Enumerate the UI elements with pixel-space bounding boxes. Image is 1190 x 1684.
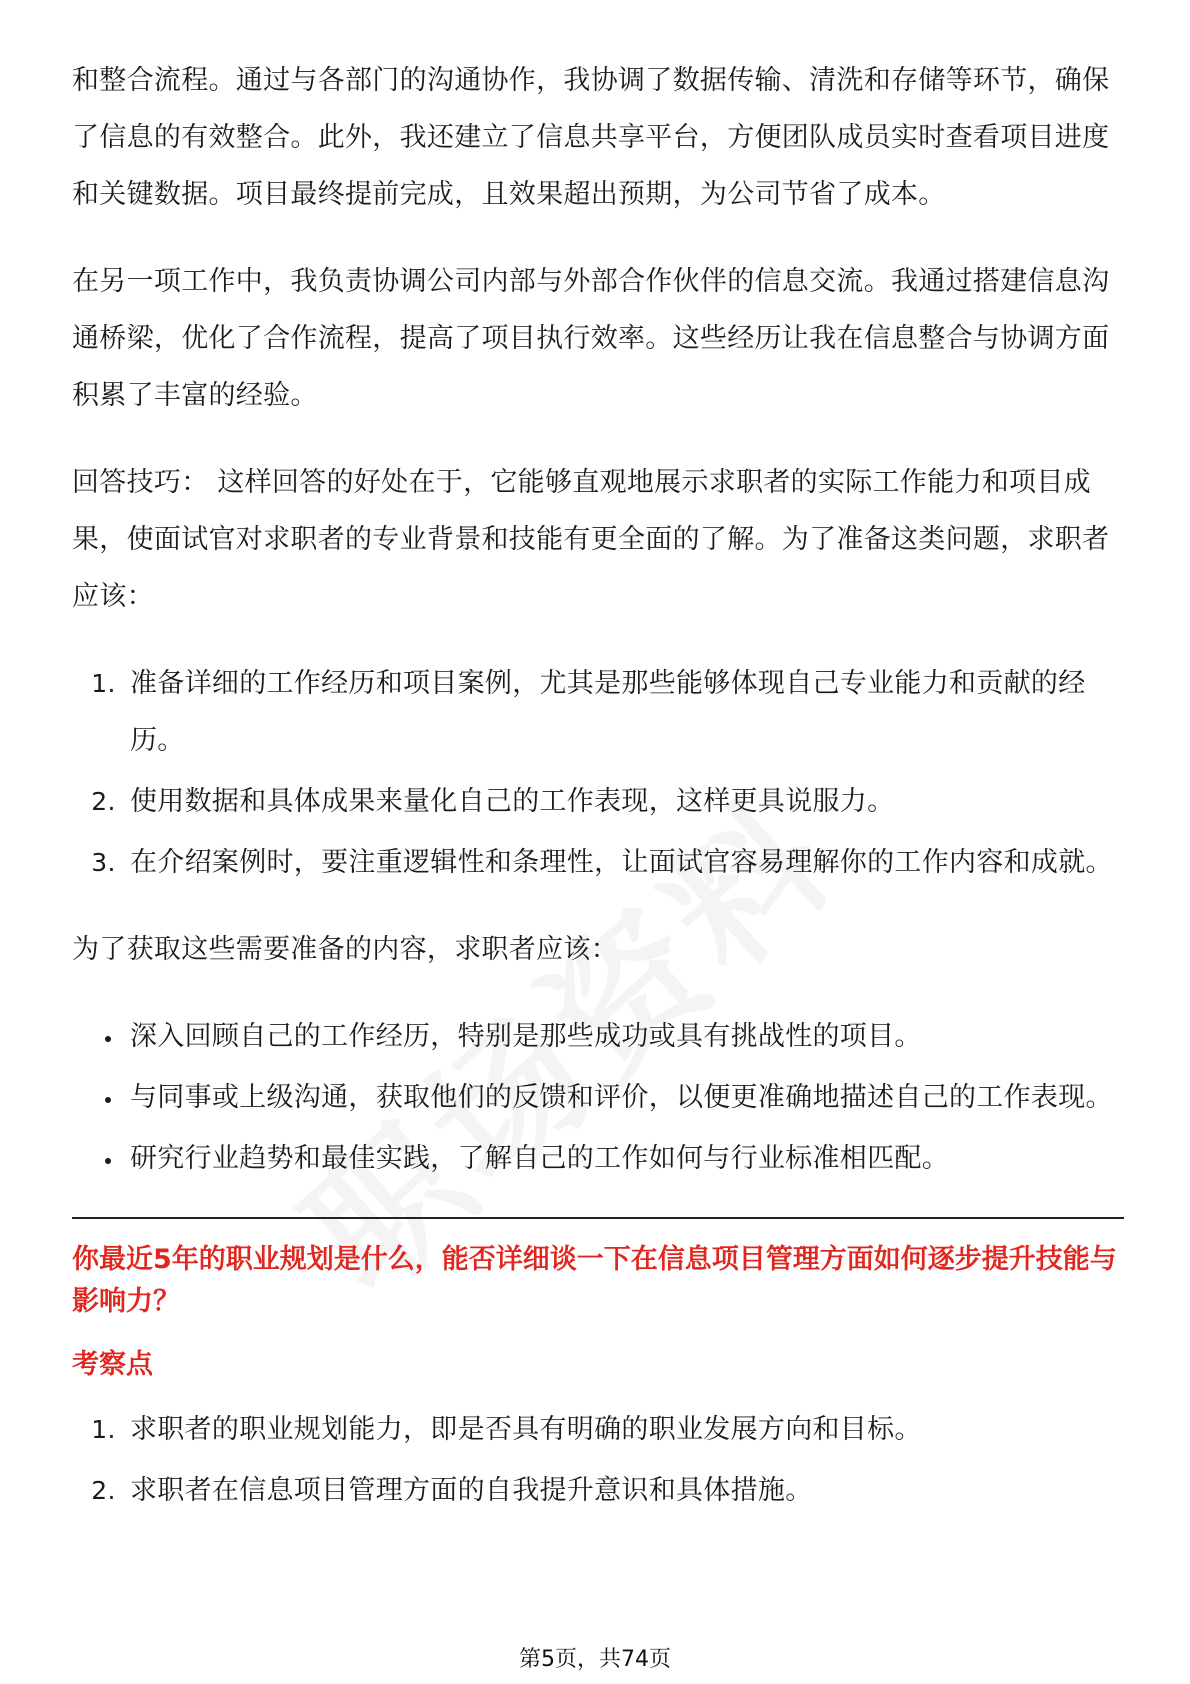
- question-heading: 你最近5年的职业规划是什么，能否详细谈一下在信息项目管理方面如何逐步提升技能与影响力？: [72, 1244, 1117, 1317]
- list-item: 3. 在介绍案例时，要注重逻辑性和条理性，让面试官容易理解你的工作内容和成就。: [124, 834, 1124, 891]
- paragraph: 为了获取这些需要准备的内容，求职者应该：: [72, 934, 618, 965]
- paragraph: 在另一项工作中，我负责协调公司内部与外部合作伙伴的信息交流。我通过搭建信息沟通桥梁，优化了合作流程，提高了项目执行效率。这些经历让我在信息整合与协调方面积累了丰富的经验。: [72, 266, 1110, 411]
- paragraph: 回答技巧： 这样回答的好处在于，它能够直观地展示求职者的实际工作能力和项目成果，使面试官对求职者的专业背景和技能有更全面的了解。为了准备这类问题，求职者应该：: [72, 467, 1110, 612]
- page-content: [72, 52, 1124, 1549]
- paragraph: 和整合流程。通过与各部门的沟通协作，我协调了数据传输、清洗和存储等环节，确保了信息的有效整合。此外，我还建立了信息共享平台，方便团队成员实时查看项目进度和关键数据。项目最终提前完成，且效果超出预期，为公司节省了成本。: [72, 65, 1110, 210]
- list-item: 1. 求职者的职业规划能力，即是否具有明确的职业发展方向和目标。: [124, 1401, 1124, 1458]
- prep-list: [72, 655, 1124, 891]
- list-item: 2. 使用数据和具体成果来量化自己的工作表现，这样更具说服力。: [124, 773, 1124, 830]
- section-subheading: 考察点: [72, 1349, 153, 1380]
- list-item: • 研究行业趋势和最佳实践，了解自己的工作如何与行业标准相匹配。: [124, 1130, 1124, 1187]
- list-item: 1. 准备详细的工作经历和项目案例，尤其是那些能够体现自己专业能力和贡献的经历。: [124, 655, 1124, 769]
- list-item: 2. 求职者在信息项目管理方面的自我提升意识和具体措施。: [124, 1462, 1124, 1519]
- section-divider: [72, 1217, 1124, 1219]
- list-item: • 与同事或上级沟通，获取他们的反馈和评价，以便更准确地描述自己的工作表现。: [124, 1069, 1124, 1126]
- list-item: • 深入回顾自己的工作经历，特别是那些成功或具有挑战性的项目。: [124, 1008, 1124, 1065]
- page-number: 第5页，共74页: [519, 1647, 671, 1672]
- gather-list: [72, 1008, 1124, 1187]
- focus-list: [72, 1401, 1124, 1519]
